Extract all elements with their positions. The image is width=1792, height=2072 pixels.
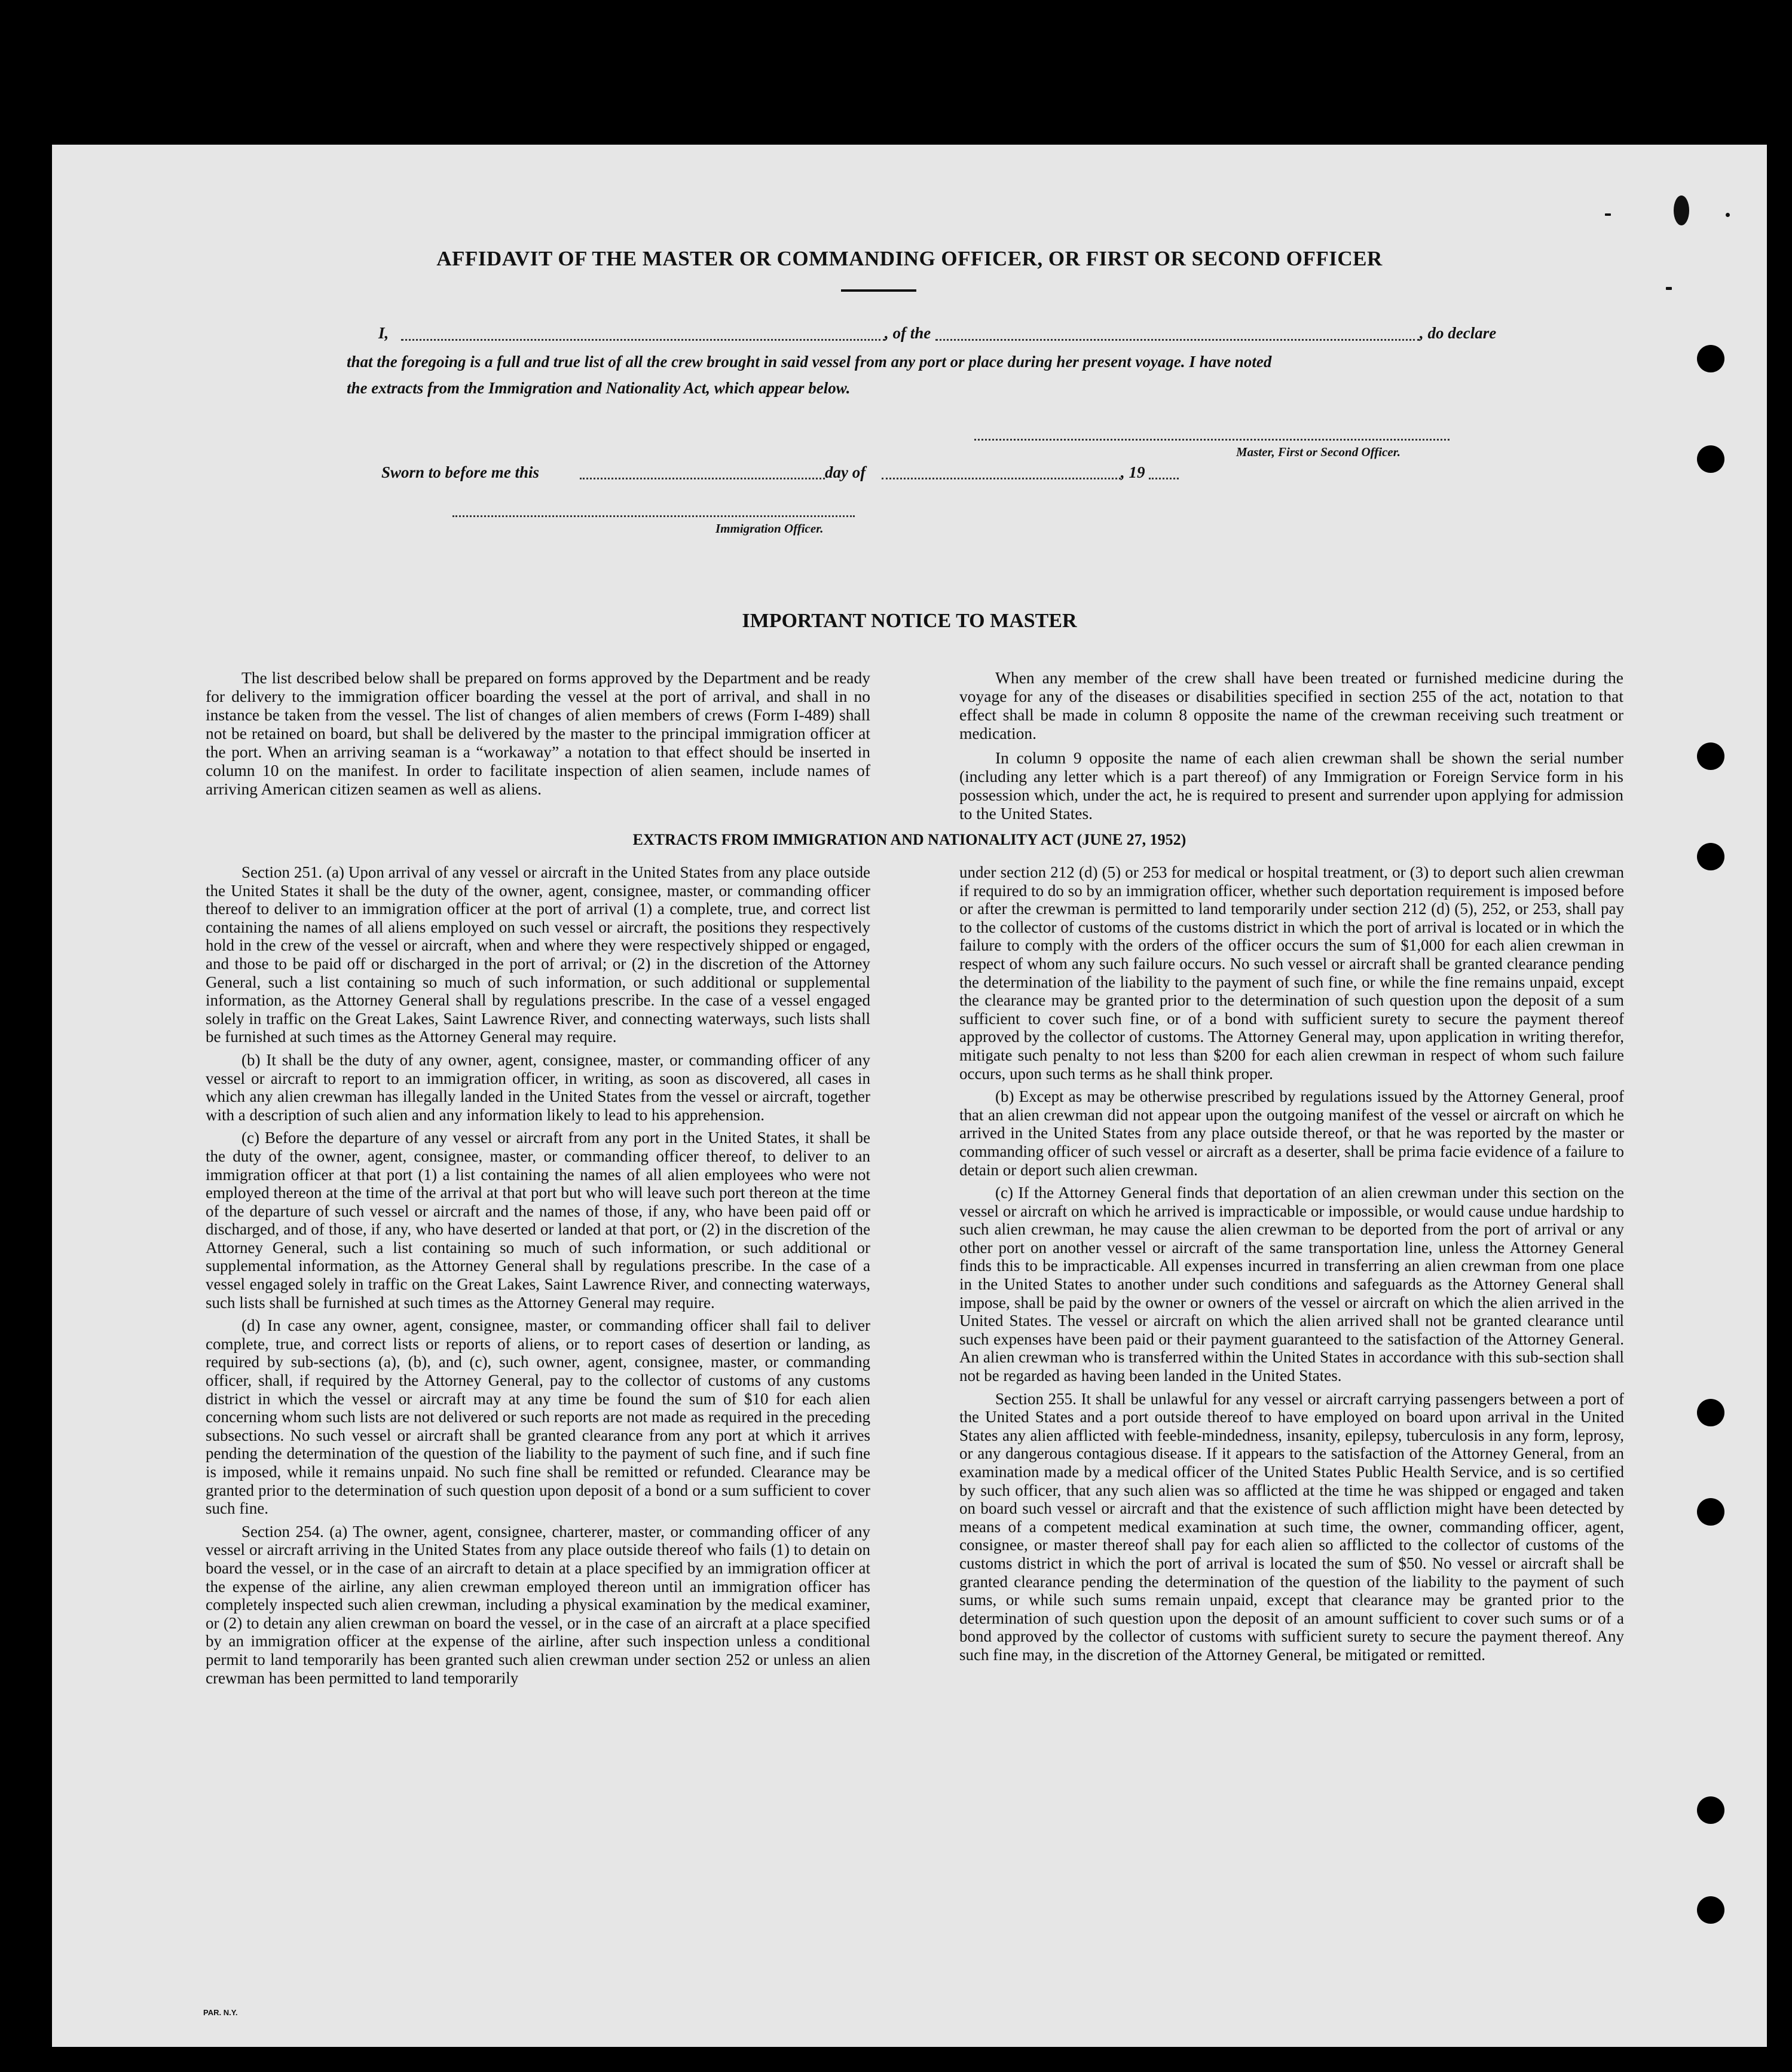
binder-hole: [1697, 445, 1724, 473]
section-254-c: (c) If the Attorney General finds that deportation of an alien crewman under this section on the vessel or aircraft on which he arrived is impracticable or impossible, or would cause undue hardship to such alien crewman, he may cause the alien crewman to be deported from the port of arrival or any other port on another vessel or aircraft of the same transportation line, unless the Attorney General finds this to be impracticable. All expenses incurred in transferring an alien crewman from one place in the United States to another under such conditions and safeguards as the Attorney General shall impose, shall be paid by the owner or owners of the vessel or aircraft on which the alien arrived in the United States. The vessel or aircraft on which the alien arrived shall not be granted clearance until such expenses have been paid or their payment guaranteed to the satisfaction of the Attorney General. An alien crewman who is transferred within the United States in accordance with this sub-section shall not be regarded as having been landed in the United States.: [959, 1184, 1624, 1385]
section-251-b: (b) It shall be the duty of any owner, agent, consignee, master, or commanding officer of any vessel or aircraft to report to an immigration officer, in writing, as soon as discovered, all cases in which any alien crewman has illegally landed in the United States from the vessel or aircraft, together with a description of such alien and any information likely to lead to his apprehension.: [206, 1050, 870, 1124]
sworn-day-field[interactable]: [580, 478, 825, 479]
section-254-b: (b) Except as may be otherwise prescribed by regulations issued by the Attorney General, proof that an alien crewman did not appear upon the outgoing manifest of the vessel or aircraft on which he arrived in the United States from any place outside thereof, or that he was reported by the master or commanding officer of such vessel or aircraft as a deserter, shall be prima facie evidence of a failure to detain or deport such alien crewman.: [959, 1087, 1624, 1179]
affidavit-of-the: , of the: [885, 324, 931, 342]
binder-hole: [1697, 1498, 1724, 1526]
extracts-heading: EXTRACTS FROM IMMIGRATION AND NATIONALITY ACT (JUNE 27, 1952): [632, 831, 1186, 848]
extracts-left-column: [206, 863, 870, 1692]
section-251-c: (c) Before the departure of any vessel or aircraft from any port in the United States, it shall be the duty of the owner, agent, consignee, master, or commanding officer thereof, to deliver to an immigration officer at that port (1) a list containing the names of all alien employees who were not employed thereon at the time of the arrival at that port but who will leave such port thereon at the time of the departure of such vessel or aircraft and the names of those, if any, who have been paid off or discharged, and of those, if any, who have deserted or landed at that port, or (2) in the discretion of the Attorney General, such a list containing so much of such information, or such additional or supplemental information, as the Attorney General shall by regulations prescribe. In the case of a vessel engaged solely in traffic on the Great Lakes, Saint Lawrence River, and connecting waterways, such lists shall be furnished at such times as the Attorney General may require.: [206, 1129, 870, 1312]
binder-hole: [1697, 742, 1724, 770]
title-underline: [841, 289, 916, 292]
ink-dash: [1666, 287, 1672, 290]
binder-hole: [1697, 1399, 1724, 1426]
officer-signature-line[interactable]: [452, 515, 855, 517]
year-label: , 19: [1121, 463, 1145, 481]
binder-hole: [1697, 345, 1724, 372]
section-251-a: Section 251. (a) Upon arrival of any vessel or aircraft in the United States from any place outside the United States it shall be the duty of the owner, agent, consignee, master, or commanding officer thereof to deliver to an immigration officer at the port of arrival (1) a complete, true, and correct list containing the names of all aliens employed on such vessel or aircraft, the positions they respectively hold in the crew of the vessel or aircraft, when and where they were respectively shipped or engaged, and those to be paid off or discharged in the port of arrival; or (2) in the discretion of the Attorney General, such a list containing so much of such information, or such additional or supplemental information, as the Attorney General shall by regulations prescribe. In the case of a vessel engaged solely in traffic on the Great Lakes, Saint Lawrence River, and connecting waterways, such lists shall be furnished at such times as the Attorney General may require.: [206, 863, 870, 1046]
notice-left-paragraph: The list described below shall be prepared on forms approved by the Department and be ready for delivery to the immigration officer boarding the vessel at the port of arrival, and shall in no instance be taken from the vessel. The list of changes of alien members of crews (Form I-489) shall not be retained on board, but shall be delivered by the master to the principal immigration officer at the port. When an arriving seaman is a “workaway” a notation to that effect should be inserted in column 10 on the manifest. In order to facilitate inspection of alien seamen, include names of arriving American citizen seamen as well as aliens.: [206, 668, 870, 798]
sworn-label: Sworn to before me this: [381, 463, 540, 481]
form-title: AFFIDAVIT OF THE MASTER OR COMMANDING OFFICER, OR FIRST OR SECOND OFFICER: [436, 247, 1383, 270]
binder-hole: [1697, 843, 1724, 870]
document-page: [52, 145, 1767, 2047]
notice-right-column: [959, 668, 1623, 829]
affidavit-line-3: the extracts from the Immigration and Nationality Act, which appear below.: [347, 379, 851, 397]
ink-dot: [1726, 213, 1730, 217]
affidavit-i-prefix: I,: [378, 324, 389, 342]
binder-hole: [1697, 1796, 1724, 1824]
master-caption: Master, First or Second Officer.: [1236, 445, 1400, 459]
printer-mark: PAR. N.Y.: [203, 2008, 238, 2017]
officer-caption: Immigration Officer.: [715, 521, 824, 536]
day-of-label: day of: [825, 463, 866, 481]
section-251-d: (d) In case any owner, agent, consignee, master, or commanding officer shall fail to deliver complete, true, and correct lists or reports of aliens, or to report cases of desertion or landing, as required by sub-sections (a), (b), and (c), such owner, agent, consignee, master, or commanding officer, shall, if required by the Attorney General, pay to the collector of customs of any customs district in which the vessel or aircraft may at any time be found the sum of $10 for each alien concerning whom such lists are not delivered or such reports are not made as required in the preceding subsections. No such vessel or aircraft shall be granted clearance from any port at which it arrives pending the determination of the question of the liability to the payment of such fine, and if such fine is imposed, while it remains unpaid. No such fine shall be remitted or refunded. Clearance may be granted prior to the determination of such question upon deposit of a bond or a sum sufficient to cover such fine.: [206, 1316, 870, 1518]
notice-right-paragraph-2: In column 9 opposite the name of each alien crewman shall be shown the serial number (including any letter which is a part thereof) of any Immigration or Foreign Service form in his possession which, under the act, he is required to present and surrender upon applying for admission to the United States.: [959, 748, 1623, 823]
section-254-a: Section 254. (a) The owner, agent, consignee, charterer, master, or commanding officer of any vessel or aircraft arriving in the United States from any place outside thereof who fails (1) to detain on board the vessel, or in the case of an aircraft to detain at a place specified by an immigration officer at the expense of the airline, any alien crewman employed thereon until an immigration officer has completely inspected such alien crewman, including a physical examination by the medical examiner, or (2) to detain any alien crewman on board the vessel, or in the case of an aircraft at a place specified by an immigration officer at the expense of the airline, after such inspection unless a conditional permit to land temporarily has been granted such alien crewman under section 252 or unless an alien crewman has been permitted to land temporarily: [206, 1522, 870, 1687]
extracts-right-column: [959, 863, 1624, 1669]
ink-dash: [1605, 213, 1611, 216]
affidavit-do-declare: , do declare: [1420, 324, 1497, 342]
section-255: Section 255. It shall be unlawful for any vessel or aircraft carrying passengers between a port of the United States and a port outside thereof to have employed on board upon arrival in the United States any alien afflicted with feeble-mindedness, insanity, epilepsy, tuberculosis in any form, leprosy, or any dangerous contagious disease. If it appears to the satisfaction of the Attorney General, from an examination made by a medical officer of the United States Public Health Service, and is so certified by such officer, that any such alien was so afflicted at the time he was shipped or engaged and taken on board such vessel or aircraft and that the existence of such affliction might have been detected by means of a competent medical examination at such time, the owner, commanding officer, agent, consignee, or master thereof shall pay for each alien so afflicted to the collector of customs of the customs district in which the port of arrival is located the sum of $50. No vessel or aircraft shall be granted clearance pending the determination of the question of the liability to the payment of such sums, or while such sums remain unpaid, except that clearance may be granted prior to the determination of such question upon the deposit of an amount sufficient to cover such sums or of a bond approved by the collector of customs with sufficient surety to secure the payment thereof. Any such fine may, in the discretion of the Attorney General, be mitigated or remitted.: [959, 1389, 1624, 1664]
sworn-month-field[interactable]: [882, 478, 1121, 479]
section-254-a-continued: under section 212 (d) (5) or 253 for medical or hospital treatment, or (3) to deport such alien crewman if required to do so by an immigration officer, whether such deportation requirement is imposed before or after the crewman is permitted to land temporarily under section 212 (d) (5), 252, or 253, shall pay to the collector of customs of the customs district in which the port of arrival is located or in which the failure to comply with the orders of the officer occurs the sum of $1,000 for each alien crewman in respect of whom any such failure occurs. No such vessel or aircraft shall be granted clearance pending the determination of the liability to the payment of such fine, or while the fine remains unpaid, except the clearance may be granted prior to the determination of such question upon the deposit of a sum sufficient to cover such fine, or of a bond with sufficient surety to secure the payment thereof approved by the collector of customs. The Attorney General may, upon application in writing therefor, mitigate such penalty to not less than $200 for each alien crewman in respect of whom such failure occurs, upon such terms as he shall think proper.: [959, 863, 1624, 1083]
vessel-field[interactable]: [935, 339, 1420, 341]
notice-right-paragraph-1: When any member of the crew shall have been treated or furnished medicine during the voyage for any of the diseases or disabilities specified in section 255 of the act, notation to that effect shall be made in column 8 opposite the name of the crewman receiving such treatment or medication.: [959, 668, 1623, 742]
affidavit-line-2: that the foregoing is a full and true list of all the crew brought in said vessel from any port or place during her present voyage. I have noted: [347, 353, 1272, 371]
name-field[interactable]: [401, 339, 885, 341]
binder-hole: [1697, 1896, 1724, 1924]
master-signature-line[interactable]: [974, 439, 1449, 441]
ink-mark: [1674, 195, 1689, 225]
sworn-year-field[interactable]: [1149, 478, 1179, 479]
notice-heading: IMPORTANT NOTICE TO MASTER: [742, 610, 1077, 632]
notice-left-column: [206, 668, 870, 804]
